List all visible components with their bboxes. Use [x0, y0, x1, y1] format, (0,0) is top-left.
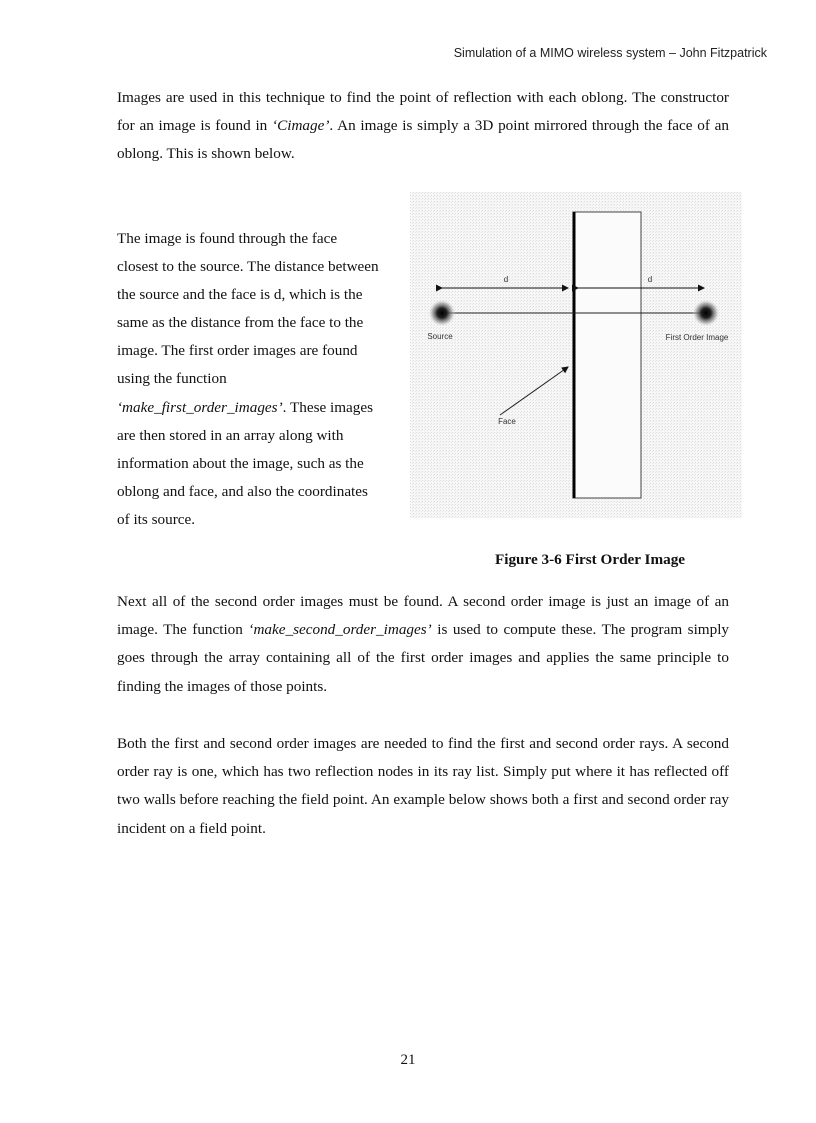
running-header: Simulation of a MIMO wireless system – John Fitzpatrick	[453, 46, 767, 60]
source-point	[428, 299, 456, 327]
first-order-image-figure	[410, 192, 742, 518]
paragraph-rays: Both the first and second order images are needed to find the first and second order rays. A second order ray is one, which has two reflection nodes in its ray list. Simply put where it has reflected off two walls before reaching the field point. An example below shows both a first and second order ray incident on a field point.	[117, 735, 729, 837]
label-d-right: d	[647, 275, 653, 284]
second-order-text-b: is used to compute these. The program simply goes through the array containing all of the first order images and applies the same principle to finding the images of those points.	[117, 621, 730, 695]
side-line: oblong and face, and also the coordinates	[117, 482, 368, 500]
func-tail: . These images	[282, 398, 374, 416]
side-line: of its source.	[117, 510, 196, 528]
oblong	[573, 212, 641, 498]
second-order-text-a: Next all of the second order images must be found. A second order image is just an image of an image. The function	[117, 593, 729, 639]
label-source: Source	[427, 332, 453, 341]
figure-side-text	[117, 225, 412, 534]
intro-text-a: Images are used in this technique to find the point of reflection with each oblong. The constructor for an image is found in	[117, 89, 729, 135]
paragraph-second-order	[117, 588, 729, 701]
page-number: 21	[400, 1052, 416, 1068]
side-line: The image is found through the face	[117, 230, 338, 247]
second-order-func-ref: ‘make_second_order_images’	[248, 621, 432, 639]
side-line: closest to the source. The distance between	[117, 258, 379, 276]
side-line: information about the image, such as the	[117, 454, 364, 472]
label-first-order-image: First Order Image	[665, 333, 729, 342]
cimage-ref: ‘Cimage’	[272, 117, 330, 135]
paragraph-intro	[117, 84, 729, 169]
side-line: image. The first order images are found	[117, 342, 358, 360]
label-d-left: d	[503, 275, 509, 284]
side-line: using the function	[117, 370, 227, 388]
side-line-func	[117, 394, 412, 422]
intro-text-b: . An image is simply a 3D point mirrored through the face of an oblong. This is shown below.	[117, 117, 729, 163]
label-face: Face	[498, 417, 516, 426]
image-point	[692, 299, 720, 327]
figure-caption: Figure 3-6 First Order Image	[494, 551, 686, 568]
side-line: the source and the face is d, which is the	[117, 286, 363, 304]
side-line: are then stored in an array along with	[117, 426, 344, 444]
first-order-func-ref: ‘make_first_order_images’	[117, 398, 283, 416]
side-line: same as the distance from the face to the	[117, 314, 364, 332]
